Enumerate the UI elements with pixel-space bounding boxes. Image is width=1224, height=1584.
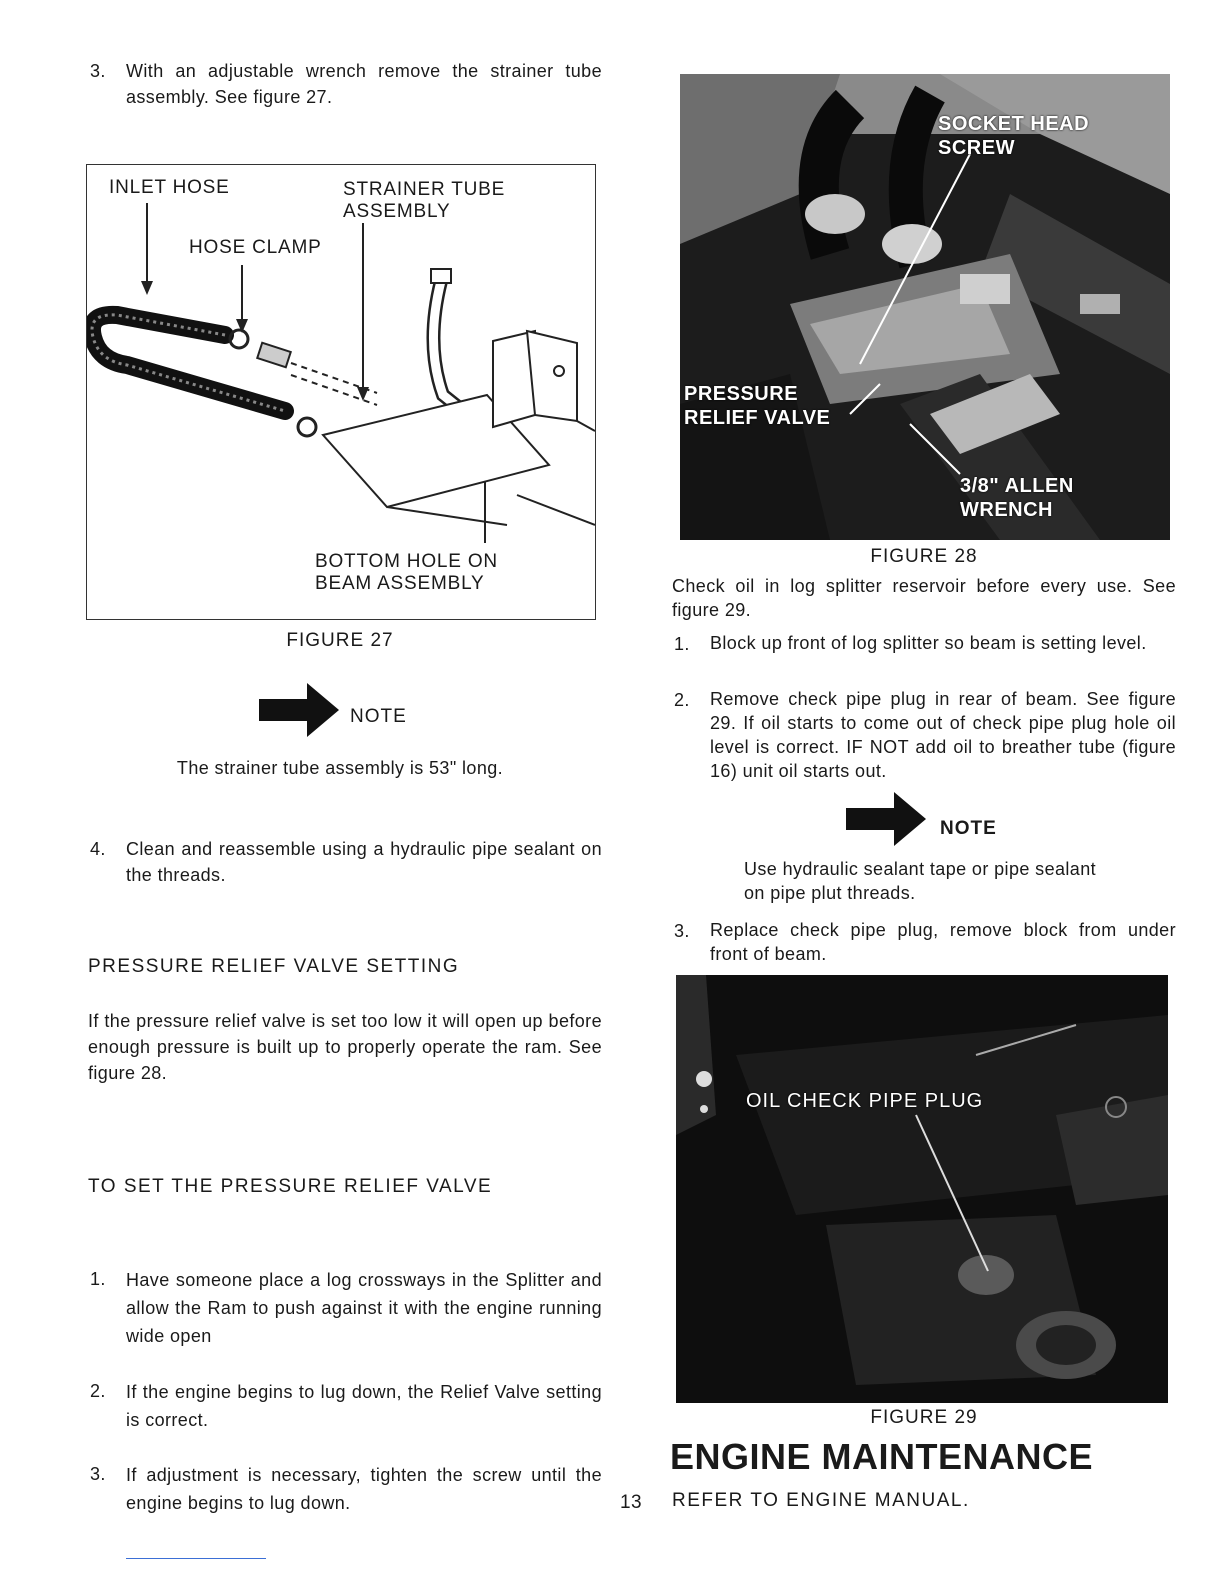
set-step-2 [90, 1378, 602, 1434]
label-screw: SCREW [938, 137, 1015, 159]
note-1-label: NOTE [350, 706, 407, 727]
figure-27-caption: FIGURE 27 [286, 630, 394, 651]
figure-28-caption: FIGURE 28 [870, 546, 978, 567]
note-arrow-icon [259, 683, 339, 737]
footer-rule [126, 1558, 266, 1559]
label-strainer-line2: ASSEMBLY [343, 201, 451, 222]
step-number: 1. [90, 1269, 106, 1289]
step-text: If adjustment is necessary, tighten the screw until the engine begins to lug down. [126, 1465, 602, 1513]
label-wrench: WRENCH [960, 499, 1053, 521]
step-number: 1. [674, 634, 690, 654]
label-oil-check-pipe-plug: OIL CHECK PIPE PLUG [746, 1090, 984, 1112]
oil-step-1 [674, 631, 1176, 655]
engine-maintenance-title: ENGINE MAINTENANCE [670, 1436, 1094, 1477]
page-number: 13 [620, 1492, 642, 1513]
step-number: 3. [90, 61, 106, 81]
left-step-4 [90, 836, 602, 888]
figure-29-photo [676, 975, 1168, 1403]
note-2-label: NOTE [940, 818, 997, 839]
step-text: With an adjustable wrench remove the strainer tube assembly. See figure 27. [126, 61, 602, 107]
label-allen: 3/8" ALLEN [960, 475, 1074, 497]
set-step-3 [90, 1461, 602, 1517]
oil-step-3 [674, 918, 1176, 966]
step-number: 2. [674, 690, 690, 710]
label-inlet-hose: INLET HOSE [109, 177, 230, 198]
oil-check-plug-photo [676, 975, 1168, 1403]
figure-29-caption: FIGURE 29 [870, 1407, 978, 1428]
heading-pressure-relief-valve-setting: PRESSURE RELIEF VALVE SETTING [88, 956, 460, 977]
label-socket-head: SOCKET HEAD [938, 113, 1090, 135]
oil-step-2 [674, 687, 1176, 783]
relief-valve-photo [680, 74, 1170, 540]
note-2-text: Use hydraulic sealant tape or pipe sealant on pipe plut threads. [744, 859, 1097, 903]
label-relief-valve: RELIEF VALVE [684, 407, 831, 429]
label-hose-clamp: HOSE CLAMP [189, 237, 322, 258]
step-text: If the engine begins to lug down, the Relief Valve setting is correct. [126, 1382, 602, 1430]
set-step-1 [90, 1266, 602, 1350]
setting-paragraph: If the pressure relief valve is set too low it will open up before enough pressure is built up to properly operate the ram. See figure 28. [88, 1011, 602, 1083]
step-text: Remove check pipe plug in rear of beam. See figure 29. If oil starts to come out of check pipe plug hole oil level is correct. IF NOT add oil to breather tube (figure 16) unit oil starts out. [710, 689, 1176, 781]
engine-manual-reference: REFER TO ENGINE MANUAL. [672, 1490, 970, 1511]
heading-to-set-relief-valve: TO SET THE PRESSURE RELIEF VALVE [88, 1176, 493, 1197]
label-bottom-line1: BOTTOM HOLE ON [315, 551, 498, 572]
check-oil-paragraph: Check oil in log splitter reservoir before every use. See figure 29. [672, 576, 1176, 620]
label-bottom-line2: BEAM ASSEMBLY [315, 573, 485, 594]
figure-28-photo [680, 74, 1170, 540]
step-text: Block up front of log splitter so beam is setting level. [710, 633, 1147, 653]
step-text: Replace check pipe plug, remove block from under front of beam. [710, 920, 1176, 964]
label-strainer-line1: STRAINER TUBE [343, 179, 506, 200]
step-number: 4. [90, 839, 106, 859]
step-number: 2. [90, 1381, 106, 1401]
left-step-3 [90, 58, 602, 110]
label-pressure: PRESSURE [684, 383, 799, 405]
note-arrow-icon [846, 792, 926, 846]
figure-27 [86, 164, 596, 620]
step-text: Clean and reassemble using a hydraulic pipe sealant on the threads. [126, 839, 602, 885]
note-1-text: The strainer tube assembly is 53" long. [176, 758, 504, 778]
step-number: 3. [674, 921, 690, 941]
step-text: Have someone place a log crossways in the Splitter and allow the Ram to push against it with the engine running wide open [126, 1270, 602, 1346]
inlet-hose-drawing [92, 315, 285, 411]
step-number: 3. [90, 1464, 106, 1484]
